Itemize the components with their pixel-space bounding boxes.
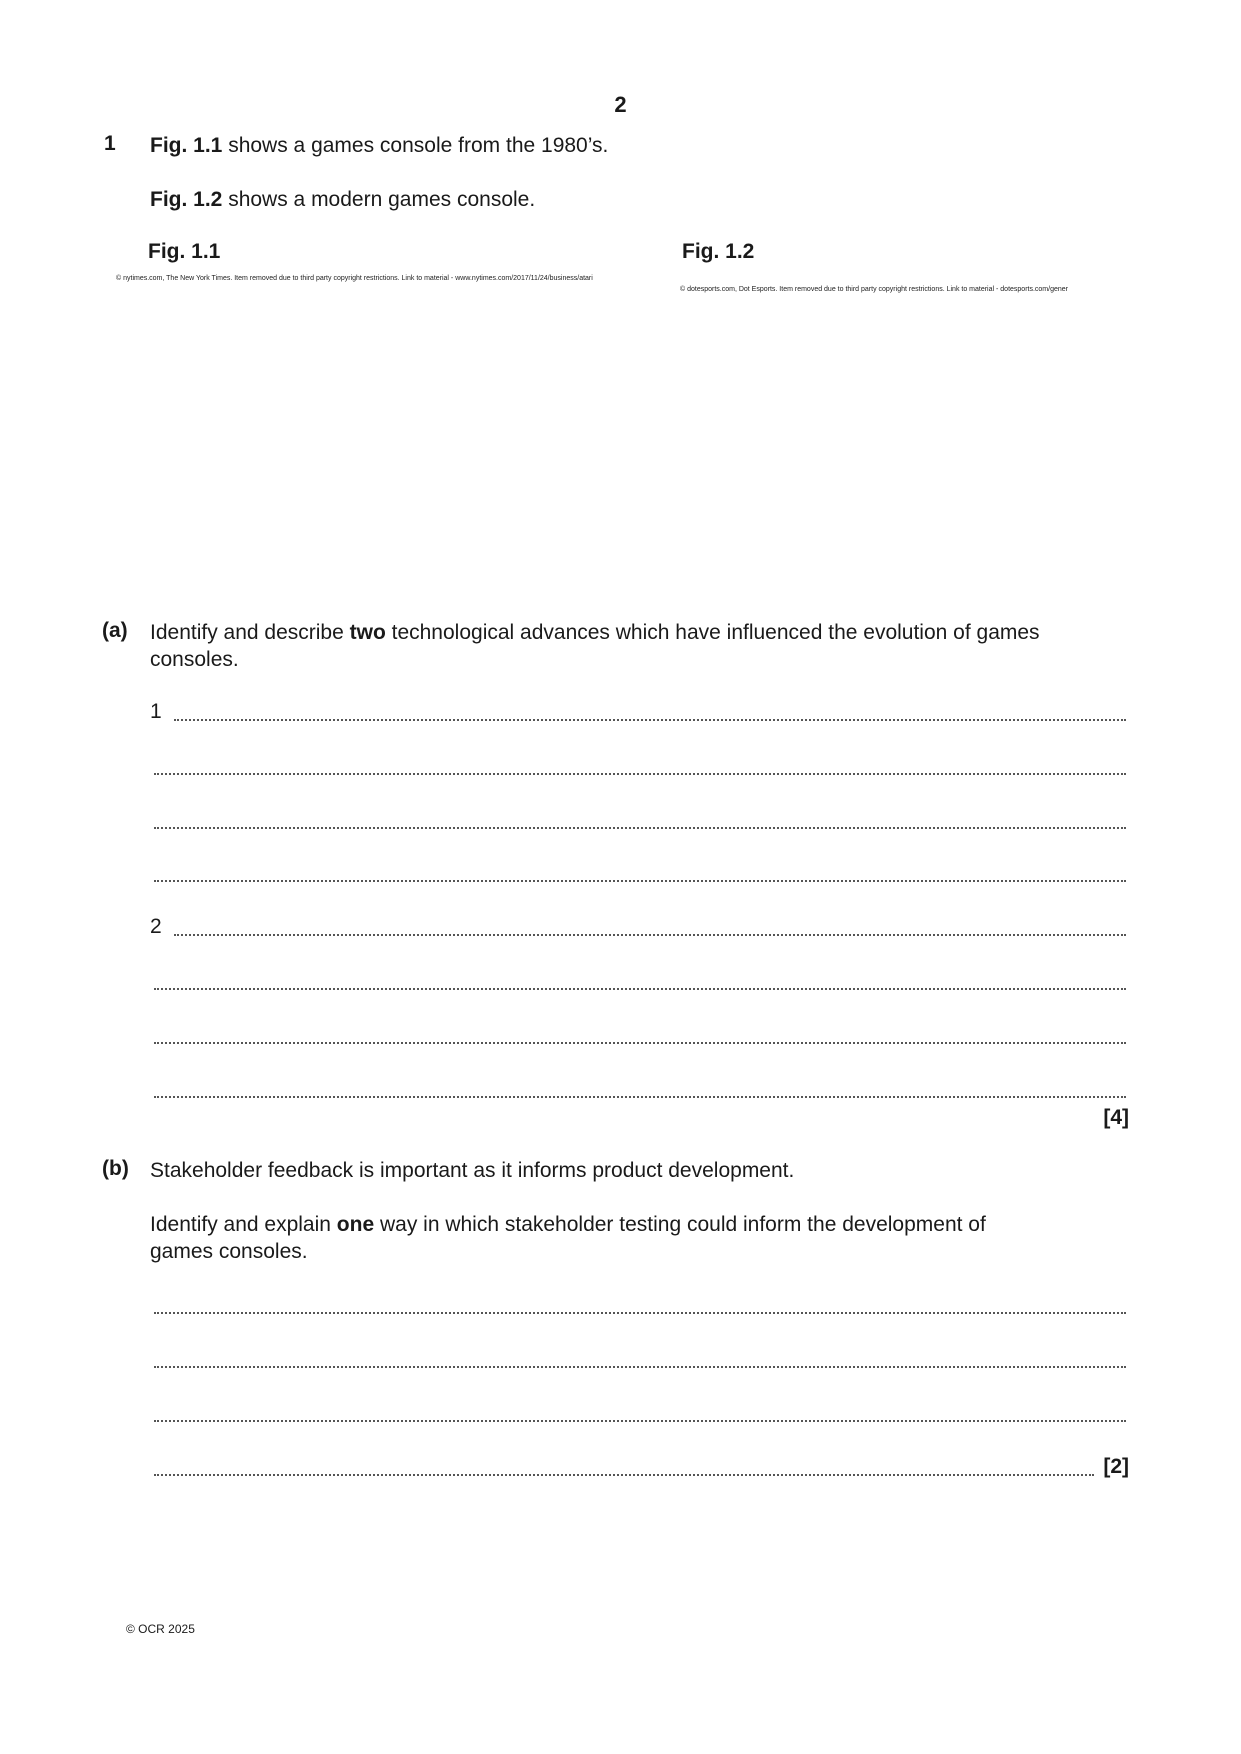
dotted-line	[174, 719, 1126, 721]
fig11-ref: Fig. 1.1	[150, 134, 223, 157]
answer-line-b4[interactable]	[150, 1456, 1094, 1478]
dotted-line	[154, 988, 1126, 990]
question-intro-fig11	[150, 132, 608, 159]
answer-line-a3[interactable]	[150, 809, 1126, 831]
dotted-line	[154, 1096, 1126, 1098]
fig-1-1-label: Fig. 1.1	[148, 240, 221, 263]
dotted-line	[154, 1366, 1126, 1368]
fig12-desc: shows a modern games console.	[222, 188, 536, 211]
answer-line-a4[interactable]	[150, 862, 1126, 884]
part-a-prompt-line2: consoles.	[150, 648, 239, 671]
dotted-line	[154, 1312, 1126, 1314]
part-a-text-after: technological advances which have influenced the evolution of games	[385, 621, 1040, 644]
part-b-prompt-line1	[150, 1211, 986, 1238]
fig-1-2-credit: © dotesports.com, Dot Esports. Item removed due to third party copyright restrictions. Link to material - dotesports.com/gener	[680, 286, 1068, 293]
answer-line-a7[interactable]	[150, 1024, 1126, 1046]
fig12-ref: Fig. 1.2	[150, 188, 223, 211]
part-b-label: (b)	[102, 1157, 129, 1180]
part-b-text-bold: one	[336, 1213, 375, 1236]
page-number: 2	[614, 92, 627, 117]
answer-line-a2[interactable]	[150, 755, 1126, 777]
dotted-line	[154, 1474, 1094, 1476]
answer-line-a5[interactable]	[150, 916, 1126, 938]
part-b-text-before: Identify and explain	[150, 1213, 337, 1236]
part-a-label: (a)	[102, 619, 128, 642]
dotted-line	[154, 1042, 1126, 1044]
part-b-prompt-line2: games consoles.	[150, 1240, 308, 1263]
dotted-line	[154, 880, 1126, 882]
part-a-prompt-line1	[150, 619, 1040, 646]
answer-line-a8[interactable]	[150, 1078, 1126, 1100]
part-a-marks: [4]	[1103, 1106, 1129, 1129]
question-intro-fig12	[150, 186, 535, 213]
question-number: 1	[104, 132, 116, 155]
copyright-footer: © OCR 2025	[126, 1622, 195, 1636]
dotted-line	[154, 827, 1126, 829]
fig-1-2-label: Fig. 1.2	[682, 240, 755, 263]
dotted-line	[174, 934, 1126, 936]
part-a-text-bold: two	[349, 621, 386, 644]
part-b-statement: Stakeholder feedback is important as it informs product development.	[150, 1159, 795, 1182]
part-b-text-after: way in which stakeholder testing could inform the development of	[374, 1213, 986, 1236]
answer-line-b3[interactable]	[150, 1402, 1126, 1424]
answer-number-1: 1	[150, 700, 162, 723]
part-a-text-before: Identify and describe	[150, 621, 350, 644]
part-b-marks: [2]	[1103, 1455, 1129, 1478]
fig11-desc: shows a games console from the 1980’s.	[222, 134, 609, 157]
answer-line-a6[interactable]	[150, 970, 1126, 992]
dotted-line	[154, 1420, 1126, 1422]
answer-line-b1[interactable]	[150, 1294, 1126, 1316]
answer-line-a1[interactable]	[150, 701, 1126, 723]
answer-number-2: 2	[150, 915, 162, 938]
fig-1-1-credit: © nytimes.com, The New York Times. Item removed due to third party copyright restrictions. Link to material - www.nytimes.com/2017/11/24/business/atari	[116, 275, 593, 282]
answer-line-b2[interactable]	[150, 1348, 1126, 1370]
dotted-line	[154, 773, 1126, 775]
